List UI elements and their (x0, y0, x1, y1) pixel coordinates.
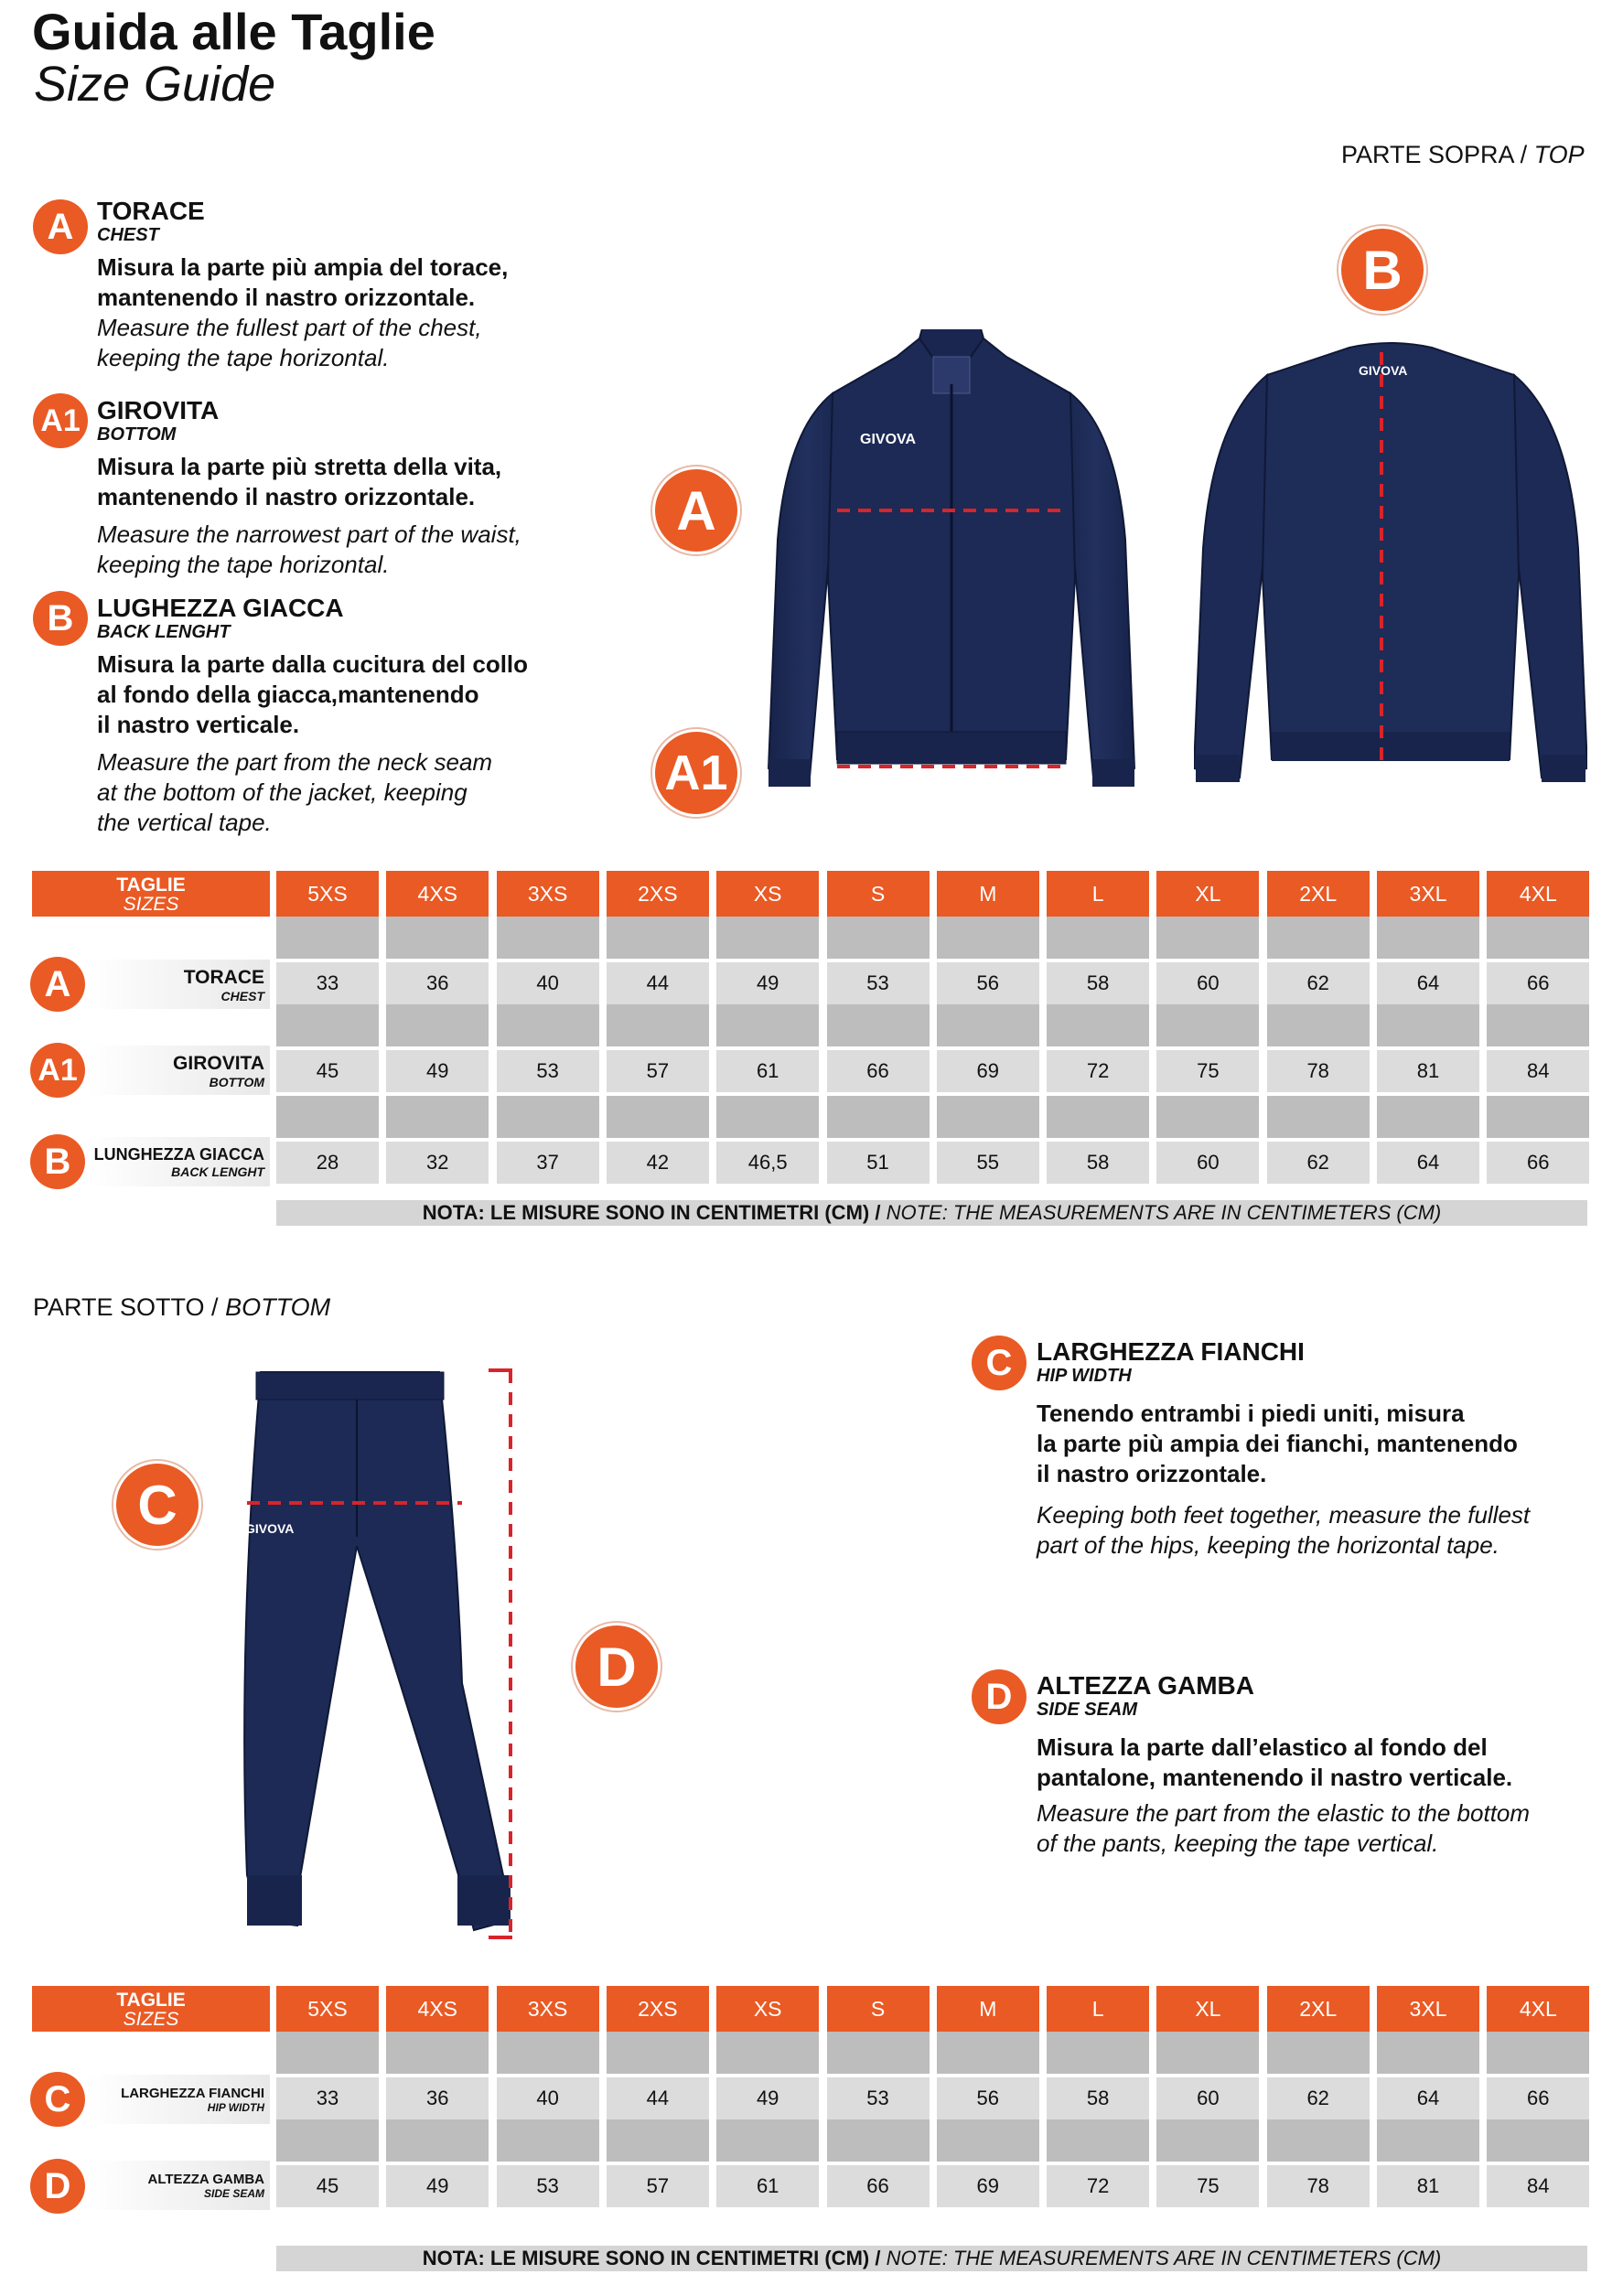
table-spacer-cell (937, 917, 1039, 959)
table-spacer-cell (1487, 2032, 1589, 2074)
size-header-cell: XL (1156, 1986, 1259, 2032)
image-badge-a1: A1 (655, 732, 737, 814)
table-value-cell: 64 (1377, 1142, 1479, 1184)
table-value-cell: 62 (1267, 1142, 1370, 1184)
table-spacer-cell (1047, 1004, 1149, 1046)
table-spacer-cell (1377, 2032, 1479, 2074)
definition-waist (97, 397, 521, 580)
table-spacer-cell (1267, 917, 1370, 959)
table-spacer-cell (1267, 1004, 1370, 1046)
table-value-cell: 28 (276, 1142, 379, 1184)
definition-title: TORACE (97, 197, 205, 225)
badge-c: C (972, 1336, 1026, 1390)
size-header-cell: S (827, 1986, 930, 2032)
size-header-cell: 5XS (276, 871, 379, 917)
definition-back-length (97, 595, 528, 838)
badge-d: D (972, 1669, 1026, 1724)
measurement-note-bottom: NOTA: LE MISURE SONO IN CENTIMETRI (CM) / NOTE: THE MEASUREMENTS ARE IN CENTIMETERS (CM) (276, 2246, 1587, 2271)
table-spacer-cell (827, 1096, 930, 1138)
top-section-label-it: PARTE SOPRA / (1341, 141, 1528, 168)
table-spacer-cell (716, 1004, 819, 1046)
table-value-cell: 46,5 (716, 1142, 819, 1184)
table-value-cell: 61 (716, 1050, 819, 1092)
size-header-cell: 4XS (386, 871, 489, 917)
image-badge-a: A (655, 469, 737, 552)
image-badge-b: B (1341, 229, 1424, 311)
top-section-label (1341, 139, 1585, 170)
size-header-cell: 5XS (276, 1986, 379, 2032)
table-spacer-cell (497, 1096, 599, 1138)
table-value-cell: 49 (716, 2077, 819, 2119)
size-header-cell: L (1047, 871, 1149, 917)
table-spacer-cell (937, 2032, 1039, 2074)
definition-subtitle: SIDE SEAM (1037, 1700, 1138, 1720)
row-label-side-seam: ALTEZZA GAMBA SIDE SEAM (87, 2161, 270, 2210)
definition-hip-width (1037, 1338, 1530, 1561)
table-value-cell: 58 (1047, 2077, 1149, 2119)
size-header-cell: M (937, 1986, 1039, 2032)
table-value-cell: 53 (497, 2165, 599, 2207)
table-value-cell: 60 (1156, 962, 1259, 1004)
definition-subtitle: CHEST (97, 225, 159, 245)
row-label-back-length: LUNGHEZZA GIACCA BACK LENGHT (87, 1137, 270, 1186)
table-spacer-cell (827, 917, 930, 959)
table-value-cell: 49 (386, 2165, 489, 2207)
bottom-section-label (33, 1292, 330, 1323)
table-value-cell: 42 (607, 1142, 709, 1184)
row-badge-d: D (30, 2159, 85, 2214)
table-spacer-cell (497, 917, 599, 959)
table-spacer-cell (607, 917, 709, 959)
size-header-cell: 4XL (1487, 871, 1589, 917)
table-value-cell: 75 (1156, 1050, 1259, 1092)
table-value-cell: 44 (607, 962, 709, 1004)
row-label-waist: GIROVITA BOTTOM (87, 1046, 270, 1095)
table-spacer-cell (1047, 1096, 1149, 1138)
size-header-cell: 2XS (607, 1986, 709, 2032)
size-header-cell: XL (1156, 871, 1259, 917)
bottom-section-label-en: BOTTOM (225, 1293, 331, 1321)
table-value-cell: 72 (1047, 2165, 1149, 2207)
table-spacer-cell (607, 1096, 709, 1138)
table-spacer-cell (1487, 2119, 1589, 2162)
table-value-cell: 66 (1487, 2077, 1589, 2119)
definition-title: LUGHEZZA GIACCA (97, 594, 344, 622)
table-spacer-cell (1377, 1004, 1479, 1046)
table-spacer-cell (1487, 1004, 1589, 1046)
definition-text-it: Misura la parte più ampia del torace, mantenendo il nastro orizzontale. (97, 253, 509, 311)
table-value-cell: 45 (276, 2165, 379, 2207)
table-spacer-cell (1377, 1096, 1479, 1138)
size-header-cell: 2XS (607, 871, 709, 917)
table-spacer-cell (386, 917, 489, 959)
row-badge-b: B (30, 1134, 85, 1189)
table-header-sizes: TAGLIE SIZES (32, 1986, 270, 2032)
table-value-cell: 56 (937, 962, 1039, 1004)
table-spacer-cell (276, 1096, 379, 1138)
table-spacer-cell (937, 1004, 1039, 1046)
badge-b: B (33, 591, 88, 646)
table-spacer-cell (497, 2119, 599, 2162)
table-value-cell: 37 (497, 1142, 599, 1184)
table-value-cell: 53 (827, 2077, 930, 2119)
table-value-cell: 56 (937, 2077, 1039, 2119)
table-value-cell: 84 (1487, 2165, 1589, 2207)
table-value-cell: 53 (497, 1050, 599, 1092)
size-header-cell: XS (716, 1986, 819, 2032)
table-value-cell: 64 (1377, 962, 1479, 1004)
definition-subtitle: HIP WIDTH (1037, 1366, 1132, 1386)
page-subtitle: Size Guide (34, 57, 276, 112)
table-spacer-cell (497, 1004, 599, 1046)
table-value-cell: 84 (1487, 1050, 1589, 1092)
definition-text-en: Measure the narrowest part of the waist, keeping the tape horizontal. (97, 520, 521, 578)
table-spacer-cell (607, 2119, 709, 2162)
table-value-cell: 33 (276, 962, 379, 1004)
measurement-note-top: NOTA: LE MISURE SONO IN CENTIMETRI (CM) / NOTE: THE MEASUREMENTS ARE IN CENTIMETERS (CM) (276, 1200, 1587, 1226)
table-spacer-cell (276, 2119, 379, 2162)
table-spacer-cell (716, 917, 819, 959)
table-spacer-cell (716, 1096, 819, 1138)
size-header-cell: 2XL (1267, 871, 1370, 917)
badge-a: A (33, 199, 88, 254)
table-value-cell: 36 (386, 2077, 489, 2119)
table-value-cell: 62 (1267, 2077, 1370, 2119)
table-spacer-cell (1156, 1096, 1259, 1138)
table-value-cell: 57 (607, 1050, 709, 1092)
table-spacer-cell (937, 2119, 1039, 2162)
size-header-cell: M (937, 871, 1039, 917)
table-value-cell: 44 (607, 2077, 709, 2119)
table-spacer-cell (1267, 2032, 1370, 2074)
definition-text-en: Keeping both feet together, measure the fullest part of the hips, keeping the horizontal tape. (1037, 1501, 1531, 1559)
size-header-cell: XS (716, 871, 819, 917)
table-value-cell: 62 (1267, 962, 1370, 1004)
table-value-cell: 60 (1156, 1142, 1259, 1184)
table-spacer-cell (386, 1096, 489, 1138)
definition-text-en: Measure the fullest part of the chest, keeping the tape horizontal. (97, 314, 482, 371)
table-value-cell: 81 (1377, 2165, 1479, 2207)
table-value-cell: 78 (1267, 2165, 1370, 2207)
table-spacer-cell (827, 1004, 930, 1046)
size-header-cell: S (827, 871, 930, 917)
definition-text-it: Tenendo entrambi i piedi uniti, misura la parte più ampia dei fianchi, mantenendo il nastro orizzontale. (1037, 1400, 1518, 1487)
table-value-cell: 40 (497, 962, 599, 1004)
row-badge-a: A (30, 957, 85, 1012)
row-label-hip-width: LARGHEZZA FIANCHI HIP WIDTH (87, 2075, 270, 2124)
definition-text-en: Measure the part from the elastic to the bottom of the pants, keeping the tape vertical. (1037, 1799, 1531, 1857)
table-spacer-cell (1156, 917, 1259, 959)
size-header-cell: 3XS (497, 871, 599, 917)
brand-logo: GIVOVA (1359, 363, 1408, 378)
brand-logo: GIVOVA (860, 432, 917, 447)
table-spacer-cell (937, 1096, 1039, 1138)
jacket-front-image (759, 329, 1144, 805)
definition-text-it: Misura la parte più stretta della vita, mantenendo il nastro orizzontale. (97, 453, 502, 510)
table-value-cell: 64 (1377, 2077, 1479, 2119)
table-spacer-cell (1267, 2119, 1370, 2162)
table-value-cell: 36 (386, 962, 489, 1004)
size-header-cell: 3XL (1377, 871, 1479, 917)
row-label-chest: TORACE CHEST (87, 960, 270, 1009)
table-value-cell: 57 (607, 2165, 709, 2207)
table-spacer-cell (827, 2119, 930, 2162)
size-header-cell: 3XS (497, 1986, 599, 2032)
image-badge-c: C (116, 1464, 199, 1546)
table-spacer-cell (386, 1004, 489, 1046)
side-seam-bracket (483, 1367, 520, 1943)
table-value-cell: 60 (1156, 2077, 1259, 2119)
row-badge-c: C (30, 2072, 85, 2127)
table-spacer-cell (1047, 2119, 1149, 2162)
table-value-cell: 66 (1487, 1142, 1589, 1184)
table-value-cell: 32 (386, 1142, 489, 1184)
definition-title: ALTEZZA GAMBA (1037, 1671, 1254, 1700)
table-value-cell: 69 (937, 1050, 1039, 1092)
row-badge-a1: A1 (30, 1043, 85, 1098)
table-value-cell: 49 (716, 962, 819, 1004)
table-spacer-cell (716, 2119, 819, 2162)
table-spacer-cell (497, 2032, 599, 2074)
bottom-section-label-it: PARTE SOTTO / (33, 1293, 219, 1321)
table-spacer-cell (276, 2032, 379, 2074)
table-spacer-cell (1156, 2119, 1259, 2162)
size-header-cell: L (1047, 1986, 1149, 2032)
table-value-cell: 40 (497, 2077, 599, 2119)
table-value-cell: 81 (1377, 1050, 1479, 1092)
table-value-cell: 66 (827, 1050, 930, 1092)
definition-side-seam (1037, 1672, 1530, 1859)
table-spacer-cell (607, 2032, 709, 2074)
table-value-cell: 45 (276, 1050, 379, 1092)
definition-subtitle: BACK LENGHT (97, 622, 231, 642)
table-spacer-cell (276, 1004, 379, 1046)
table-spacer-cell (827, 2032, 930, 2074)
table-value-cell: 51 (827, 1142, 930, 1184)
size-header-cell: 3XL (1377, 1986, 1479, 2032)
table-spacer-cell (607, 1004, 709, 1046)
table-spacer-cell (1156, 1004, 1259, 1046)
table-spacer-cell (276, 917, 379, 959)
table-value-cell: 69 (937, 2165, 1039, 2207)
table-spacer-cell (1047, 2032, 1149, 2074)
table-spacer-cell (1047, 917, 1149, 959)
size-header-cell: 4XL (1487, 1986, 1589, 2032)
brand-logo: GIVOVA (245, 1521, 295, 1536)
size-header-cell: 2XL (1267, 1986, 1370, 2032)
table-value-cell: 72 (1047, 1050, 1149, 1092)
jacket-back-image (1194, 338, 1587, 796)
table-value-cell: 58 (1047, 962, 1149, 1004)
table-value-cell: 33 (276, 2077, 379, 2119)
table-header-sizes: TAGLIE SIZES (32, 871, 270, 917)
table-spacer-cell (716, 2032, 819, 2074)
definition-subtitle: BOTTOM (97, 424, 177, 445)
table-value-cell: 55 (937, 1142, 1039, 1184)
table-value-cell: 58 (1047, 1142, 1149, 1184)
table-spacer-cell (1377, 917, 1479, 959)
table-spacer-cell (1267, 1096, 1370, 1138)
definition-title: LARGHEZZA FIANCHI (1037, 1337, 1305, 1366)
table-value-cell: 75 (1156, 2165, 1259, 2207)
table-value-cell: 78 (1267, 1050, 1370, 1092)
page-title: Guida alle Taglie (32, 3, 435, 60)
table-value-cell: 49 (386, 1050, 489, 1092)
table-spacer-cell (386, 2032, 489, 2074)
definition-text-en: Measure the part from the neck seam at the bottom of the jacket, keeping the vertical tape. (97, 748, 493, 836)
definition-text-it: Misura la parte dalla cucitura del collo al fondo della giacca,mantenendo il nastro verticale. (97, 650, 529, 738)
table-spacer-cell (1156, 2032, 1259, 2074)
table-spacer-cell (386, 2119, 489, 2162)
table-spacer-cell (1487, 1096, 1589, 1138)
top-section-label-en: TOP (1533, 141, 1585, 168)
table-spacer-cell (1377, 2119, 1479, 2162)
table-value-cell: 66 (1487, 962, 1589, 1004)
image-badge-d: D (575, 1625, 658, 1708)
badge-a1: A1 (33, 393, 88, 448)
size-header-cell: 4XS (386, 1986, 489, 2032)
table-value-cell: 53 (827, 962, 930, 1004)
definition-text-it: Misura la parte dall’elastico al fondo del pantalone, mantenendo il nastro verticale. (1037, 1733, 1513, 1791)
table-value-cell: 61 (716, 2165, 819, 2207)
definition-chest (97, 198, 508, 373)
table-spacer-cell (1487, 917, 1589, 959)
definition-title: GIROVITA (97, 396, 220, 424)
table-value-cell: 66 (827, 2165, 930, 2207)
